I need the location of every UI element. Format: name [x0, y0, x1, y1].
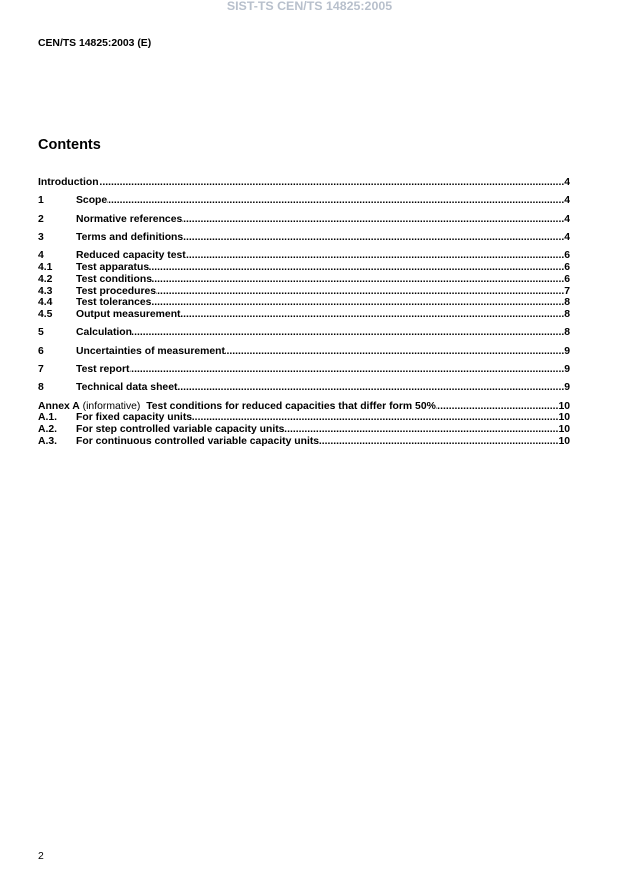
- toc-entry-title: Test tolerances: [76, 297, 152, 309]
- toc-entry-page: 10: [558, 424, 570, 436]
- toc-entry-number: A.1.: [38, 412, 58, 424]
- toc-entry-page: 4: [564, 213, 570, 225]
- toc-entry: [38, 436, 570, 448]
- toc-entry: [38, 195, 570, 207]
- toc-entry-page: 6: [564, 250, 570, 262]
- toc-entry-number: 4: [38, 250, 44, 262]
- toc-entry: [38, 297, 570, 309]
- toc-entry-title: Normative references: [76, 213, 183, 225]
- toc-entry-page: 9: [564, 345, 570, 357]
- toc-dot-leader: [132, 327, 564, 339]
- toc-entry-title: Test apparatus: [76, 261, 150, 273]
- toc-entry-number: A.3.: [38, 436, 58, 448]
- toc-entry-title: Output measurement: [76, 309, 181, 321]
- toc-entry-number: 7: [38, 364, 44, 376]
- toc-entry-page: 4: [564, 195, 570, 207]
- toc-entry-page: 8: [564, 309, 570, 321]
- toc-dot-leader: [192, 412, 558, 424]
- toc-dot-leader: [151, 297, 564, 309]
- toc-entry-title: Terms and definitions: [76, 231, 184, 243]
- toc-entry-title: Reduced capacity test: [76, 250, 186, 262]
- document-id: CEN/TS 14825:2003 (E): [38, 38, 152, 49]
- toc-entry-page: 8: [564, 297, 570, 309]
- toc-group: [38, 232, 570, 244]
- toc-entry-page: 9: [564, 382, 570, 394]
- toc-entry-title: Test report: [76, 364, 130, 376]
- toc-entry: [38, 286, 570, 298]
- toc-entry-title: Test conditions: [76, 273, 153, 285]
- toc-entry-title: For continuous controlled variable capacity units: [76, 436, 320, 448]
- toc-entry-number: 8: [38, 382, 44, 394]
- toc-entry-number: 4.4: [38, 297, 53, 309]
- watermark-text: SIST-TS CEN/TS 14825:2005: [226, 0, 393, 13]
- toc-entry-title: Calculation: [76, 327, 133, 339]
- toc-group: [38, 327, 570, 339]
- toc-dot-leader: [130, 364, 565, 376]
- toc-entry-page: 6: [564, 261, 570, 273]
- toc-entry: [38, 424, 570, 436]
- toc-dot-leader: [319, 436, 558, 448]
- toc-dot-leader: [152, 274, 564, 286]
- toc-entry-page: 4: [564, 231, 570, 243]
- toc-group: [38, 401, 570, 448]
- toc-entry-title: Uncertainties of measurement: [76, 345, 225, 357]
- toc-entry-title: For fixed capacity units: [76, 412, 193, 424]
- toc-entry-number: 5: [38, 327, 44, 339]
- toc-entry: [38, 382, 570, 394]
- toc-dot-leader: [177, 382, 564, 394]
- toc-annex-label: Annex A: [38, 400, 80, 412]
- toc-entry: [38, 309, 570, 321]
- toc-entry-number: 6: [38, 345, 44, 357]
- toc-entry-page: 10: [558, 400, 570, 412]
- toc-entry-title: Introduction: [38, 177, 99, 188]
- toc-group: [38, 346, 570, 358]
- toc-entry-title: Test procedures: [76, 285, 157, 297]
- toc-entry: [38, 262, 570, 274]
- toc-entry-title: For step controlled variable capacity units: [76, 424, 285, 436]
- toc-entry: [38, 346, 570, 358]
- toc-entry-number: 4.5: [38, 309, 53, 321]
- toc-entry-number: A.2.: [38, 424, 58, 436]
- toc-entry-title: Technical data sheet: [76, 382, 178, 394]
- toc-entry-page: 4: [564, 177, 570, 188]
- toc-dot-leader: [99, 177, 565, 189]
- toc-group: [38, 364, 570, 376]
- toc-dot-leader: [284, 424, 558, 436]
- toc-entry: [38, 250, 570, 262]
- toc-dot-leader: [149, 262, 564, 274]
- table-of-contents: [38, 177, 570, 448]
- toc-group: [38, 177, 570, 189]
- toc-entry: [38, 274, 570, 286]
- toc-entry-number: 4.3: [38, 285, 53, 297]
- toc-entry: [38, 401, 570, 413]
- toc-annex-type: (informative): [82, 400, 141, 412]
- toc-entry-page: 10: [558, 412, 570, 424]
- toc-dot-leader: [183, 232, 564, 244]
- toc-entry-page: 9: [564, 364, 570, 376]
- toc-entry-number: 3: [38, 231, 44, 243]
- toc-group: [38, 250, 570, 321]
- toc-dot-leader: [186, 250, 564, 262]
- toc-group: [38, 214, 570, 226]
- contents-heading: Contents: [38, 137, 101, 153]
- toc-entry-title: Test conditions for reduced capacities that differ form 50%: [146, 400, 436, 412]
- toc-dot-leader: [107, 195, 564, 207]
- toc-entry-page: 6: [564, 273, 570, 285]
- toc-entry-page: 10: [558, 436, 570, 448]
- toc-entry: [38, 214, 570, 226]
- toc-entry: [38, 327, 570, 339]
- toc-dot-leader: [182, 214, 564, 226]
- toc-entry-page: 8: [564, 327, 570, 339]
- toc-entry: [38, 364, 570, 376]
- toc-dot-leader: [181, 309, 565, 321]
- toc-group: [38, 195, 570, 207]
- toc-group: [38, 382, 570, 394]
- toc-dot-leader: [225, 346, 564, 358]
- toc-entry: [38, 232, 570, 244]
- toc-entry: [38, 177, 570, 189]
- toc-dot-leader: [156, 286, 564, 298]
- toc-entry-page: 7: [564, 285, 570, 297]
- toc-dot-leader: [436, 401, 559, 413]
- toc-entry-number: 1: [38, 195, 44, 207]
- toc-entry-number: 2: [38, 213, 44, 225]
- toc-entry-number: 4.2: [38, 273, 53, 285]
- toc-entry-title: Scope: [76, 195, 108, 207]
- toc-entry: [38, 412, 570, 424]
- page-number: 2: [38, 851, 44, 862]
- toc-entry-number: 4.1: [38, 261, 53, 273]
